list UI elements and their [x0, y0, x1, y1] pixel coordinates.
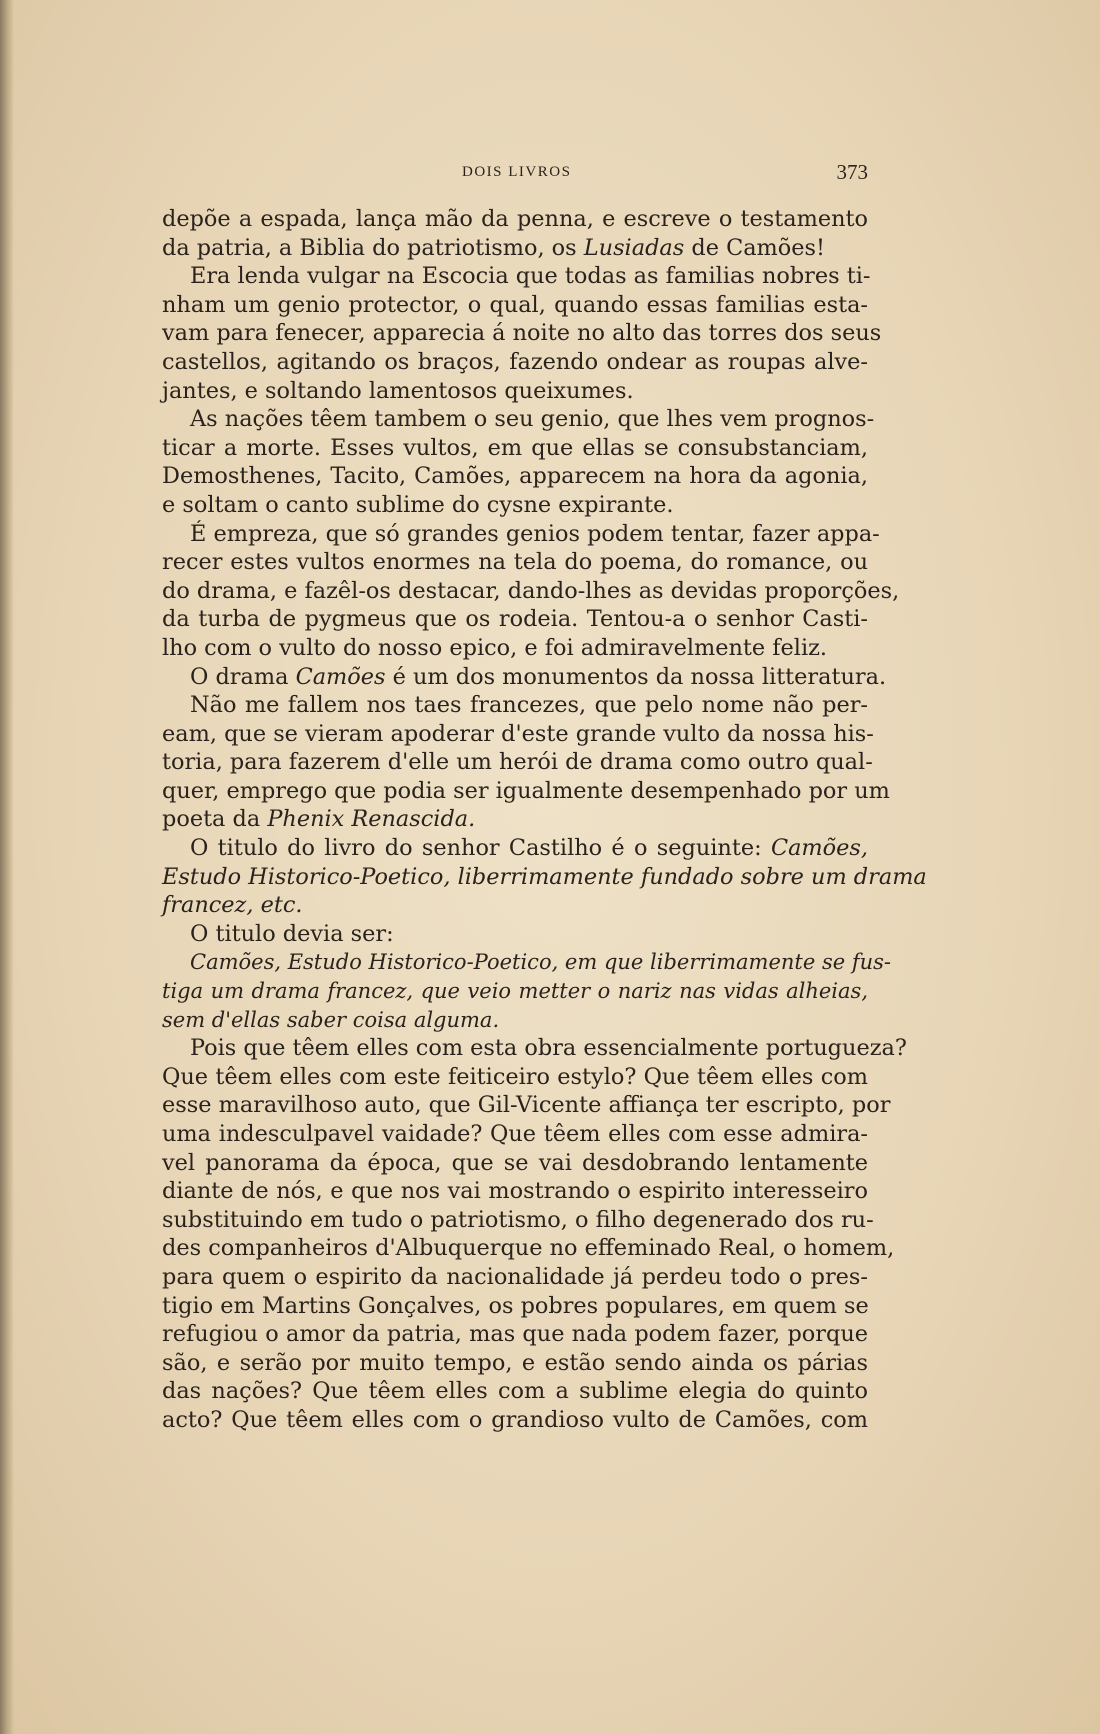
text-line: e soltam o canto sublime do cysne expirante. — [162, 491, 674, 518]
text-line: vam para fenecer, apparecia á noite no alto das torres dos seus — [162, 320, 882, 347]
italic-title: Camões, — [770, 835, 868, 862]
text-line: É empreza, que só grandes genios podem tentar, fazer appa- — [190, 520, 880, 547]
text-line: sem d'ellas saber coisa alguma. — [162, 1007, 500, 1032]
text-line: Estudo Historico-Poetico, liberrimamente fundado sobre um drama — [162, 863, 927, 890]
italic-title: Lusiadas — [583, 234, 685, 261]
body-text — [162, 205, 927, 1435]
text-line: Demosthenes, Tacito, Camões, apparecem na hora da agonia, — [162, 463, 868, 490]
text-line: para quem o espirito da nacionalidade já perdeu todo o pres- — [162, 1263, 868, 1290]
text-line: diante de nós, e que nos vai mostrando o espirito interesseiro — [162, 1178, 868, 1205]
text-line: quer, emprego que podia ser igualmente desempenhado por um — [162, 777, 890, 804]
text-line: castellos, agitando os braços, fazendo ondear as roupas alve- — [162, 348, 868, 375]
text-line: Camões, Estudo Historico-Poetico, em que liberrimamente se fus- — [190, 950, 892, 975]
text-line: uma indesculpavel vaidade? Que têem elles com esse admira- — [162, 1121, 868, 1147]
text-line: O drama Camões é um dos monumentos da nossa litteratura. — [190, 663, 887, 690]
text-line: O titulo devia ser: — [190, 920, 394, 947]
text-line: toria, para fazerem d'elle um herói de drama como outro qual- — [162, 749, 873, 776]
text-line: Não me fallem nos taes francezes, que pelo nome não per- — [190, 692, 868, 719]
page-number: 373 — [836, 160, 868, 184]
text-line: depõe a espada, lança mão da penna, e escreve o testamento — [162, 206, 868, 232]
italic-title: Phenix Renascida. — [267, 806, 476, 833]
block-quote — [162, 948, 892, 1034]
text-line: Que têem elles com este feiticeiro estylo? Que têem elles com — [162, 1063, 868, 1090]
text-line: nham um genio protector, o qual, quando essas familias esta- — [162, 291, 868, 318]
text-line: da turba de pygmeus que os rodeia. Tentou-a o senhor Casti- — [162, 606, 868, 633]
text-line: ticar a morte. Esses vultos, em que ellas se consubstanciam, — [162, 434, 868, 461]
text-line: substituindo em tudo o patriotismo, o filho degenerado dos ru- — [162, 1206, 874, 1233]
italic-title: Camões — [295, 663, 386, 690]
text-line: jantes, e soltando lamentosos queixumes. — [162, 377, 634, 404]
text-line: refugiou o amor da patria, mas que nada podem fazer, porque — [162, 1321, 868, 1348]
text-line: são, e serão por muito tempo, e estão sendo ainda os párias — [162, 1349, 868, 1376]
text-line: acto? Que têem elles com o grandioso vulto de Camões, com — [162, 1406, 868, 1433]
text-line: do drama, e fazêl-os destacar, dando-lhes as devidas proporções, — [162, 577, 900, 604]
running-title: DOIS LIVROS — [462, 164, 572, 180]
text-line: vel panorama da época, que se vai desdobrando lentamente — [162, 1149, 868, 1176]
text-line: des companheiros d'Albuquerque no effeminado Real, o homem, — [162, 1235, 895, 1262]
text-line: poeta da Phenix Renascida. — [162, 806, 476, 833]
page-header — [162, 160, 868, 190]
text-line: tiga um drama francez, que veio metter o nariz nas vidas alheias, — [162, 979, 868, 1004]
text-line: francez, etc. — [162, 892, 303, 919]
text-line: da patria, a Biblia do patriotismo, os Lusiadas de Camões! — [162, 234, 826, 261]
text-line: Era lenda vulgar na Escocia que todas as familias nobres ti- — [190, 263, 871, 290]
text-line: eam, que se vieram apoderar d'este grande vulto da nossa his- — [162, 720, 874, 747]
page-binding-edge — [0, 0, 14, 1734]
text-line: tigio em Martins Gonçalves, os pobres populares, em quem se — [162, 1292, 869, 1319]
text-line: As nações têem tambem o seu genio, que lhes vem prognos- — [190, 406, 875, 433]
text-line: lho com o vulto do nosso epico, e foi admiravelmente feliz. — [162, 634, 828, 661]
text-line: das nações? Que têem elles com a sublime elegia do quinto — [162, 1378, 868, 1405]
text-line: O titulo do livro do senhor Castilho é o seguinte: Camões, — [190, 835, 868, 862]
text-line: Pois que têem elles com esta obra essencialmente portugueza? — [190, 1035, 907, 1062]
text-line: recer estes vultos enormes na tela do poema, do romance, ou — [162, 549, 868, 576]
text-line: esse maravilhoso auto, que Gil-Vicente affiança ter escripto, por — [162, 1092, 891, 1119]
